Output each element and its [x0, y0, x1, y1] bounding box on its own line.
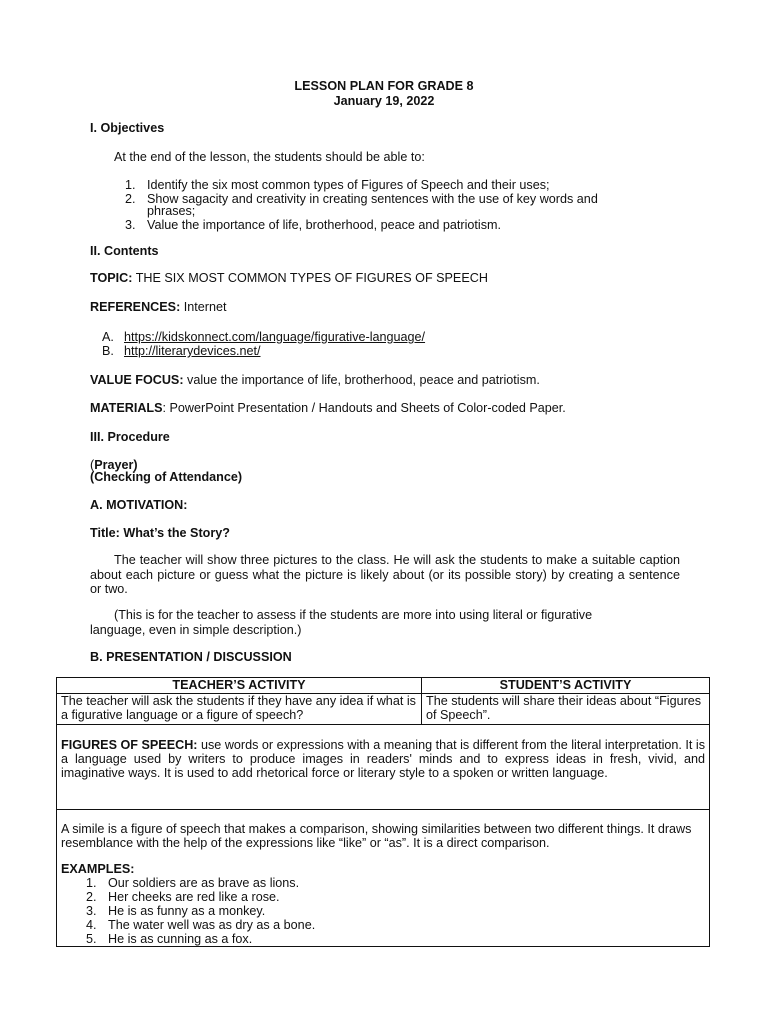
example-text: Her cheeks are red like a rose.	[108, 890, 280, 904]
topic-line	[90, 271, 488, 286]
example-text: He is as cunning as a fox.	[108, 932, 253, 946]
example-number: 1.	[86, 876, 97, 890]
reference-letter: B.	[102, 344, 114, 358]
objective-text: Value the importance of life, brotherhood, peace and patriotism.	[147, 218, 502, 232]
contents-heading: II. Contents	[90, 244, 159, 258]
table-row	[57, 694, 710, 725]
value-focus-line	[90, 373, 540, 388]
objective-text: Identify the six most common types of Figures of Speech and their uses;	[147, 178, 550, 192]
list-item	[86, 918, 705, 932]
student-activity-header: STUDENT’S ACTIVITY	[422, 678, 710, 694]
objective-number: 3.	[125, 218, 136, 232]
list-item	[86, 890, 705, 904]
materials-value: : PowerPoint Presentation / Handouts and Sheets of Color-coded Paper.	[162, 401, 566, 415]
prayer-text: Prayer)	[94, 458, 138, 472]
example-text: Our soldiers are as brave as lions.	[108, 876, 300, 890]
materials-label: MATERIALS	[90, 401, 163, 415]
reference-item-b	[102, 344, 261, 359]
references-value: Internet	[180, 300, 227, 314]
list-item	[86, 904, 705, 918]
example-text: He is as funny as a monkey.	[108, 904, 266, 918]
objective-item-3	[125, 218, 501, 233]
motivation-paragraph-2: (This is for the teacher to assess if the students are more into using literal or figurative language, even in simple description.)	[90, 608, 593, 637]
objective-item-2-cont: phrases;	[147, 204, 196, 218]
examples-list	[61, 876, 705, 946]
example-number: 5.	[86, 932, 97, 946]
simile-definition: A simile is a figure of speech that makes a comparison, showing similarities between two different things. It draws resemblance with the help of the expressions like “like” or “as”. It is a direct comparison.	[61, 822, 692, 850]
teacher-activity-cell: The teacher will ask the students if they have any idea if what is a figurative language or a figure of speech?	[57, 694, 422, 725]
reference-link-kidskonnect[interactable]: https://kidskonnect.com/language/figurative-language/	[124, 330, 426, 344]
reference-item-a	[102, 330, 425, 345]
examples-heading: EXAMPLES:	[61, 862, 135, 876]
value-focus-label: VALUE FOCUS:	[90, 373, 184, 387]
example-number: 3.	[86, 904, 97, 918]
figures-of-speech-definition: use words or expressions with a meaning that is different from the literal interpretation. It is a language used by writers to produce images in readers' minds and to express ideas in fresh, vivid, and imaginative ways. It is used to add rhetorical force or literary style to a spoken or written language.	[61, 738, 705, 780]
example-number: 2.	[86, 890, 97, 904]
table-row	[57, 810, 710, 947]
list-item	[86, 876, 705, 890]
materials-line	[90, 401, 566, 416]
example-number: 4.	[86, 918, 97, 932]
topic-label: TOPIC:	[90, 271, 133, 285]
motivation-heading: A. MOTIVATION:	[90, 498, 188, 512]
objectives-heading: I. Objectives	[90, 121, 165, 135]
figures-of-speech-label: FIGURES OF SPEECH:	[61, 738, 198, 752]
reference-letter: A.	[102, 330, 114, 344]
attendance-line: (Checking of Attendance)	[90, 470, 243, 484]
procedure-heading: III. Procedure	[90, 430, 170, 444]
table-header-row	[57, 678, 710, 694]
document-date: January 19, 2022	[333, 94, 435, 108]
teacher-activity-header: TEACHER’S ACTIVITY	[57, 678, 422, 694]
references-label: REFERENCES:	[90, 300, 181, 314]
document-title: LESSON PLAN FOR GRADE 8	[294, 79, 474, 93]
objective-number: 2.	[125, 192, 136, 206]
simile-cell	[57, 810, 710, 947]
prayer-open-paren: (	[90, 458, 95, 472]
motivation-title: Title: What’s the Story?	[90, 526, 230, 540]
student-activity-cell: The students will share their ideas about “Figures of Speech”.	[422, 694, 710, 725]
presentation-heading: B. PRESENTATION / DISCUSSION	[90, 650, 292, 664]
topic-value: THE SIX MOST COMMON TYPES OF FIGURES OF SPEECH	[132, 271, 488, 285]
activity-table	[56, 677, 710, 947]
objectives-intro: At the end of the lesson, the students should be able to:	[114, 150, 425, 164]
figures-of-speech-cell	[57, 725, 710, 810]
table-row	[57, 725, 710, 810]
references-line	[90, 300, 226, 315]
objective-item-2	[125, 192, 598, 207]
reference-link-literarydevices[interactable]: http://literarydevices.net/	[124, 344, 261, 358]
objective-item-1	[125, 178, 550, 193]
motivation-paragraph-1: The teacher will show three pictures to the class. He will ask the students to make a suitable caption about each picture or guess what the picture is likely about (or its possible story) by creating a sentence or two.	[90, 553, 680, 596]
objective-number: 1.	[125, 178, 136, 192]
value-focus-value: value the importance of life, brotherhood, peace and patriotism.	[183, 373, 540, 387]
list-item	[86, 932, 705, 946]
objective-text: Show sagacity and creativity in creating sentences with the use of key words and	[147, 192, 598, 206]
example-text: The water well was as dry as a bone.	[108, 918, 316, 932]
